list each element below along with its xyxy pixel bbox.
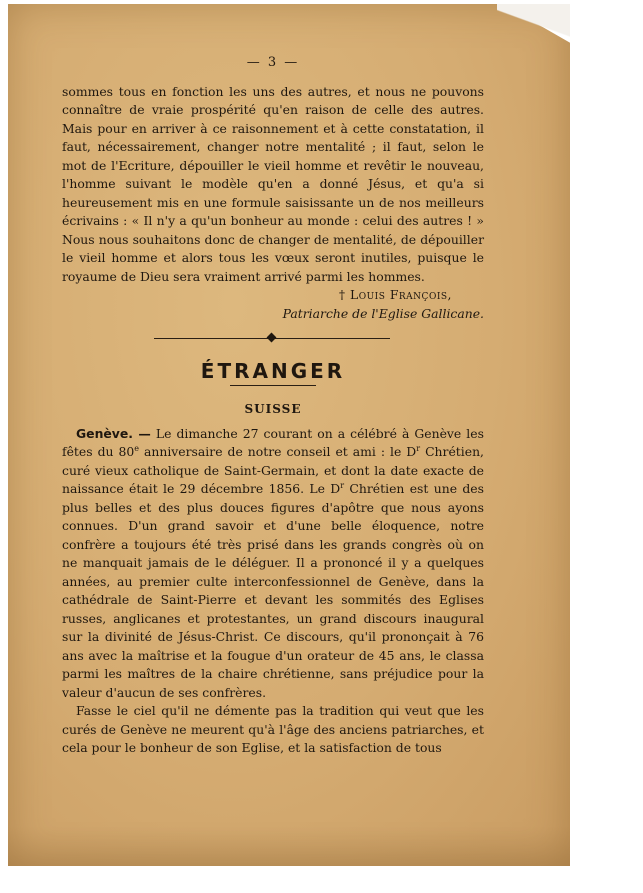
signature-name-text: † Louis François, bbox=[338, 287, 452, 302]
signature-name bbox=[62, 286, 484, 305]
paragraph-geneve bbox=[62, 425, 484, 703]
folded-corner bbox=[497, 4, 570, 44]
superscript-e: e bbox=[134, 443, 139, 453]
divider-diamond-icon bbox=[267, 333, 277, 343]
section-heading: ÉTRANGER bbox=[200, 359, 346, 383]
paragraph2-part-d: Chrétien est une des plus belles et des plus douces figures d'apôtre que nous ayons connues. D'un grand savoir et d'une belle éloquence, notre confrère a toujours été très prisé dans les grands congrès où on ne manquait jamais de le déléguer. Il a prononcé il y a quelques années, au premier culte interconfessionnel de Genève, dans la cathédrale de Saint-Pierre et devant les sommités des Eglises russes, anglicanes et protestantes, un grand discours inaugural sur la divinité de Jésus-Christ. Ce discours, qu'il prononçait à 76 ans avec la maîtrise et la fougue d'un orateur de 45 ans, le classa parmi les maîtres de la chaire chrétienne, sans préjudice pour la valeur d'aucun de ses confrères. bbox=[62, 481, 484, 700]
signature-title: Patriarche de l'Eglise Gallicane. bbox=[282, 305, 484, 321]
page-number: — 3 — bbox=[246, 55, 300, 70]
paragraph-final: Fasse le ciel qu'il ne démente pas la tradition qui veut que les curés de Genève ne meurent qu'à l'âge des anciens patriarches, et cela pour le bonheur de son Eglise, et la satisfaction de tous bbox=[62, 703, 484, 755]
page-content bbox=[62, 54, 484, 758]
superscript-r-1: r bbox=[416, 443, 421, 453]
paragraph-continuation: sommes tous en fonction les uns des autres, et nous ne pouvons connaître de vraie prospérité qu'en raison de celle des autres. Mais pour en arriver à ce raisonnement et à cette constatation, il faut, nécessairement, changer notre mentalité ; il faut, selon le mot de l'Ecriture, dépouiller le vieil homme et revêtir le nouveau, l'homme suivant le modèle qu'en a donné Jésus, et qu'a si heureusement mis en une formule saisissante un de nos meilleurs écrivains : « Il n'y a qu'un bonheur au monde : celui des autres ! » Nous nous souhaitons donc de changer de mentalité, de dépouiller le vieil homme et alors tous les vœux seront inutiles, puisque le royaume de Dieu sera vraiment arrivé parmi les hommes. bbox=[62, 83, 484, 284]
paragraph2-part-b: anniversaire de notre conseil et ami : le D bbox=[139, 444, 417, 459]
heading-underline bbox=[230, 385, 316, 386]
subsection-heading: SUISSE bbox=[244, 402, 302, 416]
section-divider bbox=[62, 333, 484, 345]
lead-word: Genève. — bbox=[76, 425, 151, 441]
paragraph2-part-a: Le dimanche 27 courant on a célébré à Genève les fêtes du 80 bbox=[62, 425, 484, 459]
superscript-r-2: r bbox=[340, 480, 345, 490]
paragraph2-part-c: Chrétien, curé vieux catholique de Saint-Germain, et dont la date exacte de naissance était le 29 décembre 1856. Le D bbox=[62, 444, 484, 496]
